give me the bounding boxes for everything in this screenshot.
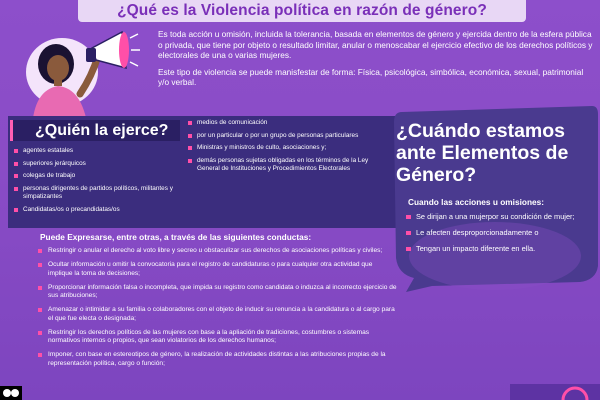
list-item: Imponer, con base en estereotipos de género, la realización de actividades distintas a las atribuciones propias de la representación política, cargo o función;	[36, 351, 398, 368]
intro-definition: Es toda acción u omisión, incluida la tolerancia, basada en elementos de género y ejercida dentro de la esfera pública o privada, que tiene por objeto o resultado limitar, anular o menoscabar el ejercicio efectivo de los derechos políticos y electorales de una o varias mujeres.	[158, 29, 593, 61]
quien-title: ¿Quién la ejerce?	[35, 121, 169, 139]
list-item: Restringir o anular el derecho al voto libre y secreo u obstaculizar sus derechos de asociaciones políticas y civiles;	[36, 247, 398, 256]
list-item: medios de comunicación	[188, 119, 378, 127]
woman-megaphone-illustration	[22, 24, 140, 128]
list-item: Restringir los derechos políticos de las mujeres con base a la apliación de tradiciones, costumbres o sistemas normativos internos o propios, que sean violatorios de los derechos humanos;	[36, 329, 398, 346]
list-item: personas dirigentes de partidos políticos, militantes y simpatizantes	[14, 185, 189, 202]
list-item: por un particular o por un grupo de personas particulares	[188, 132, 378, 140]
list-item: Tengan un impacto diferente en ella.	[406, 244, 584, 254]
list-item: agentes estatales	[14, 147, 189, 155]
quien-list-right	[188, 119, 378, 178]
list-item: superiores jerárquicos	[14, 160, 189, 168]
list-item: Ministras y ministros de culto, asociaciones y;	[188, 144, 378, 152]
cuando-list	[406, 212, 584, 260]
cuando-subtitle: Cuando las acciones u omisiones:	[408, 197, 545, 207]
conductas-heading: Puede Expresarse, entre otras, a través de las siguientes conductas:	[40, 232, 312, 242]
list-item: Proporcionar información falsa o incompleta, que impida su registro como candidata o induzca al incorrecto ejercicio de sus atribuciones;	[36, 284, 398, 301]
cuando-title: ¿Cuándo estamos ante Elementos de Género?	[396, 120, 569, 186]
list-item: demás personas sujetas obligadas en los términos de la Ley General de Instituciones y Procedimientos Electorales	[188, 157, 378, 174]
title-bar	[78, 0, 526, 22]
list-item: Ocultar información u omitir la convocatoria para el registro de candidaturas o para cualquier otra actividad que implique la toma de decisiones;	[36, 261, 398, 278]
list-item: colegas de trabajo	[14, 172, 189, 180]
seal-icon	[560, 385, 590, 400]
intro-forms: Este tipo de violencia se puede manisfestar de forma: Física, psicológica, simbólica, económica, sexual, patrimonial y/o verbal.	[158, 66, 584, 88]
logo-icon	[0, 386, 22, 400]
list-item: Candidatas/os o precandidatas/os	[14, 206, 189, 214]
quien-list-left	[14, 147, 189, 218]
list-item: Se dirijan a una mujerpor su condición de mujer;	[406, 212, 584, 222]
page-title: ¿Qué es la Violencia política en razón de género?	[117, 2, 487, 19]
list-item: Amenazar o intimidar a su familia o colaboradores con el objeto de inducir su renuncia a la candidatura o al cargo para el que fue electa o designada;	[36, 306, 398, 323]
intro-text	[158, 29, 596, 94]
list-item: Le afecten desproporcionadamente o	[406, 228, 584, 238]
quien-title-box	[10, 120, 180, 141]
conductas-list	[36, 247, 398, 374]
